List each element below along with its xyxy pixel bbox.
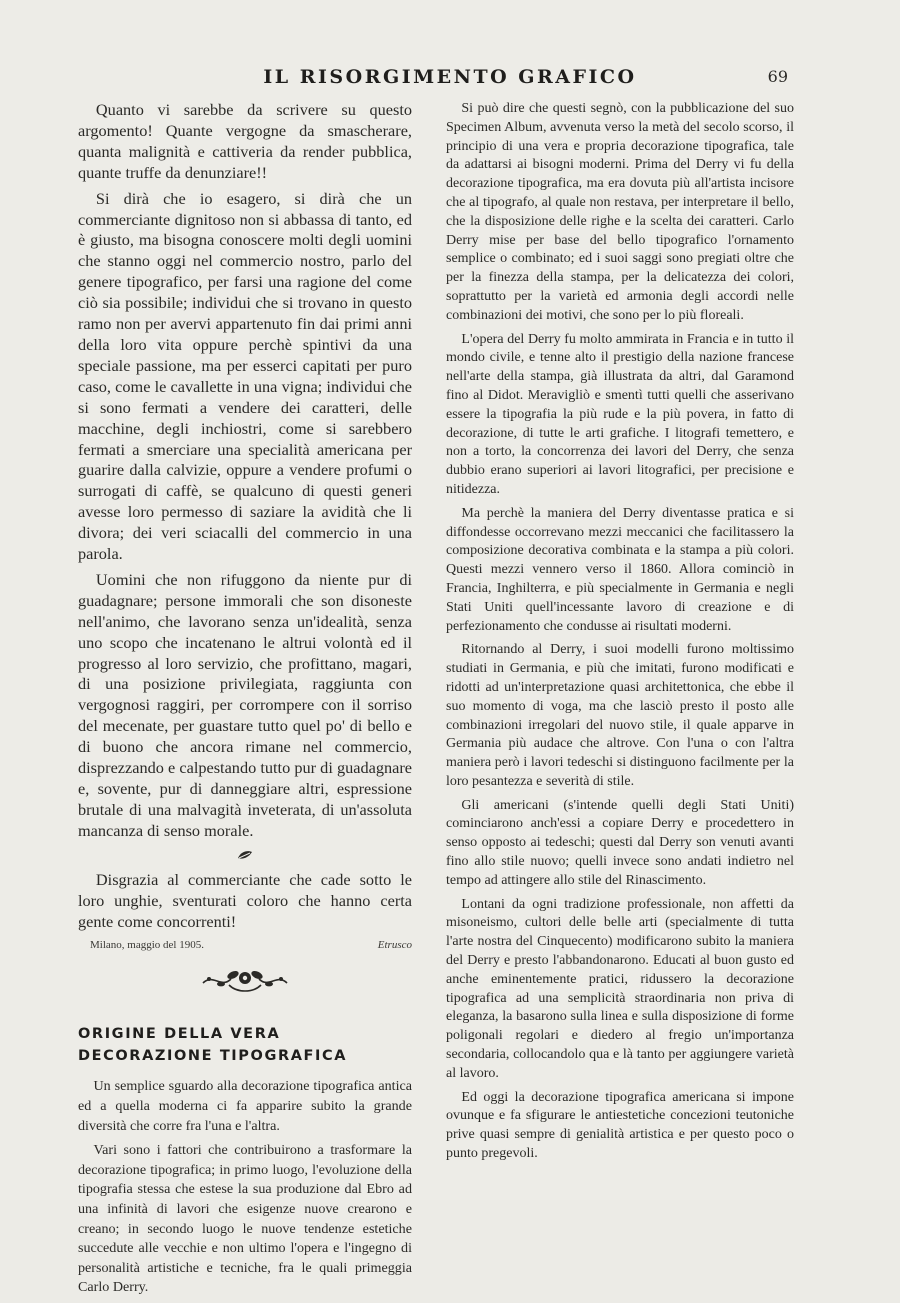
body-paragraph: Si può dire che questi segnò, con la pubblicazione del suo Specimen Album, avvenuta verso la metà del secolo scorso, il principio di una vera e propria decorazione tipografica, tale da adattarsi ai bisogni moderni. Prima del Derry vi fu della decorazione tipografica, ma era dovuta più all'artista incisore che al tipografo, al quale non restava, per interpretare il bello, che la disposizione delle righe e la scelta dei caratteri. Carlo Derry mise per base del bello tipografico l'ornamento semplice o combinato; ed i suoi saggi sono pregiati oltre che per la finezza della stampa, per la delicatezza dei colori, soprattutto per la varietà ed armonia degli accordi nelle combinazioni dei motivi, che sono per lo più floreali. [446,101,794,323]
body-paragraph: Gli americani (s'intende quelli degli Stati Uniti) cominciarono anch'essi a copiare Derry e procedettero in senso opposto ai tedeschi; questi dal Derry son venuti avanti fino allo stile nuovo; quelli invece sono andati indietro nel tempo ad attingere allo stile del Rinascimento. [446,797,794,888]
body-paragraph: Vari sono i fattori che contribuirono a trasformare la decorazione tipografica; in primo luogo, l'evoluzione della tipografia stessa che estese la sua produzione dal Ebro ad una infinità di lavori che esigenze nuove crearono e creano; in secondo luogo le nuove tendenze estetiche succedute alle vecchie e non ultimo l'opera e l'ingegno di personalità artistiche e tecniche, fra le quali primeggia Carlo Derry. [78,1142,412,1296]
signature-author: Etrusco [377,939,412,952]
body-paragraph: Ma perchè la maniera del Derry diventasse pratica e si diffondesse occorrevano mezzi meccanici che facilitassero la composizione decorativa combinata e la stampa a più colori. Questi mezzi vennero verso il 1860. Allora cominciò in Francia, Inghilterra, e più specialmente in Germania e negli Stati Uniti quell'incessante lavoro di creazione e di perfezionamento che condusse ai risultati moderni. [446,505,794,634]
right-column [446,100,794,1169]
section-body [78,1077,412,1298]
body-paragraph: Ed oggi la decorazione tipografica americana si impone ovunque e fa sfigurare le antiestetiche concezioni teutoniche prive quasi sempre di genialità artistica e per questo poco o punto pregevoli. [446,1089,794,1162]
section-title: ORIGINE DELLA VERA DECORAZIONE TIPOGRAFICA [78,1026,348,1065]
signature-line [78,937,412,959]
body-paragraph: Uomini che non rifuggono da niente pur di guadagnare; persone immorali che son disoneste nell'animo, che lavorano senza un'idealità, senza uno scopo che incatenano le altrui volontà ed il progresso al loro servizio, che profittano, magari, di una posizione privilegiata, raggiunta con vergognosi raggiri, per corrompere con il sorriso del mecenate, per guastare tutto quel po' di bello e di buono che ancora rimane nel commercio, disprezzando e calpestando tutto pur di guadagnare e, sovente, pur di danneggiare altri, espressione brutale di una malvagità inveterata, di un'assoluta mancanza di senso morale. [78,569,412,840]
leaf-dinkus-icon [78,848,412,866]
page-number: 69 [767,67,788,86]
left-column [78,100,412,1303]
body-paragraph: Un semplice sguardo alla decorazione tipografica antica ed a quella moderna ci fa apparire subito la grande diversità che corre fra l'una e l'altra. [78,1078,412,1134]
body-paragraph: Lontani da ogni tradizione professionale, non affetti da misoneismo, cultori delle belle arti (specialmente di tutta l'arte nostra del Cinquecento) modificarono subito la maniera del Derry e presto l'abbandonarono. Educati al buon gusto ed anche eminentemente pratici, ridussero la decorazione tipografica ad una semplicità straordinaria non priva di eleganza, la basarono sulla linea e sulla disposizione di forme poligonali regolari e diedero al fregio un'importanza secondaria, collocandolo qua e là tanto per aggiungere varietà al lavoro. [446,896,794,1081]
body-paragraph: Si dirà che io esagero, si dirà che un commerciante dignitoso non si abbassa di tanto, ed è giusto, ma bisogna conoscere molti degli uomini che stanno oggi nel commercio nostro, parlo del genere tipografico, per farsi una ragione del come ciò sia possibile; individui che si trovano in questo ramo non per avervi appartenuto fin dai primi anni della loro vita oppure perchè spintivi da una speciale passione, ma per esserci capitati per puro caso, come le cavallette in una vigna; individui che si sono fermati a vendere dei caratteri, delle macchine, degli inchiostri, come si sarebbero fermati a smerciare una specialità americana per guarire dalla calvizie, oppure a vendere profumi o surrogati di caffè, se qualcuno di questi generi avesse loro permesso di saziare la avidità che li divora; dei veri sciacalli del commercio in una parola. [78,188,412,564]
running-title: IL RISORGIMENTO GRAFICO [263,66,637,88]
closing-paragraph: Disgrazia al commerciante che cade sotto le loro unghie, sventurati coloro che hanno certa gente come concorrenti! [78,869,412,931]
signature-place: Milano, maggio del 1905. [90,939,204,952]
body-paragraph: L'opera del Derry fu molto ammirata in Francia e in tutto il mondo civile, e tenne alto il prestigio della nazione francese nell'arte della stampa, già illustrata da altri, dal Garamond fino al Didot. Meravigliò e smentì tutti quelli che asserivano essere la tipografia la più rude e la più povera, in fatto di decorazione, di tutte le arti grafiche. I litografi temettero, e non a torto, la concorrenza dei lavori del Derry, che senza dubbio erano superiori ai lavori litografici, per precisione e nitidezza. [446,331,794,497]
running-head [0,66,900,96]
body-paragraph: Quanto vi sarebbe da scrivere su questo argomento! Quante vergogne da smascherare, quanta malignità e cattiveria da render pubblica, quante truffe da denunziare!! [78,100,412,182]
body-paragraph: Ritornando al Derry, i suoi modelli furono moltissimo studiati in Germania, e più che imitati, furono modificati e ridotti ad un'interpretazione quasi architettonica, che ebbe il suo momento di voga, ma che lasciò presto il posto alle combinazioni irregolari del nuovo stile, il quale apparve in Germania più audace che altrove. Con l'una o con l'altra maniera però i lavori tedeschi si distinguono facilmente per la loro pesantezza e severità di stile. [446,642,794,789]
floral-vignette-icon [78,965,412,999]
